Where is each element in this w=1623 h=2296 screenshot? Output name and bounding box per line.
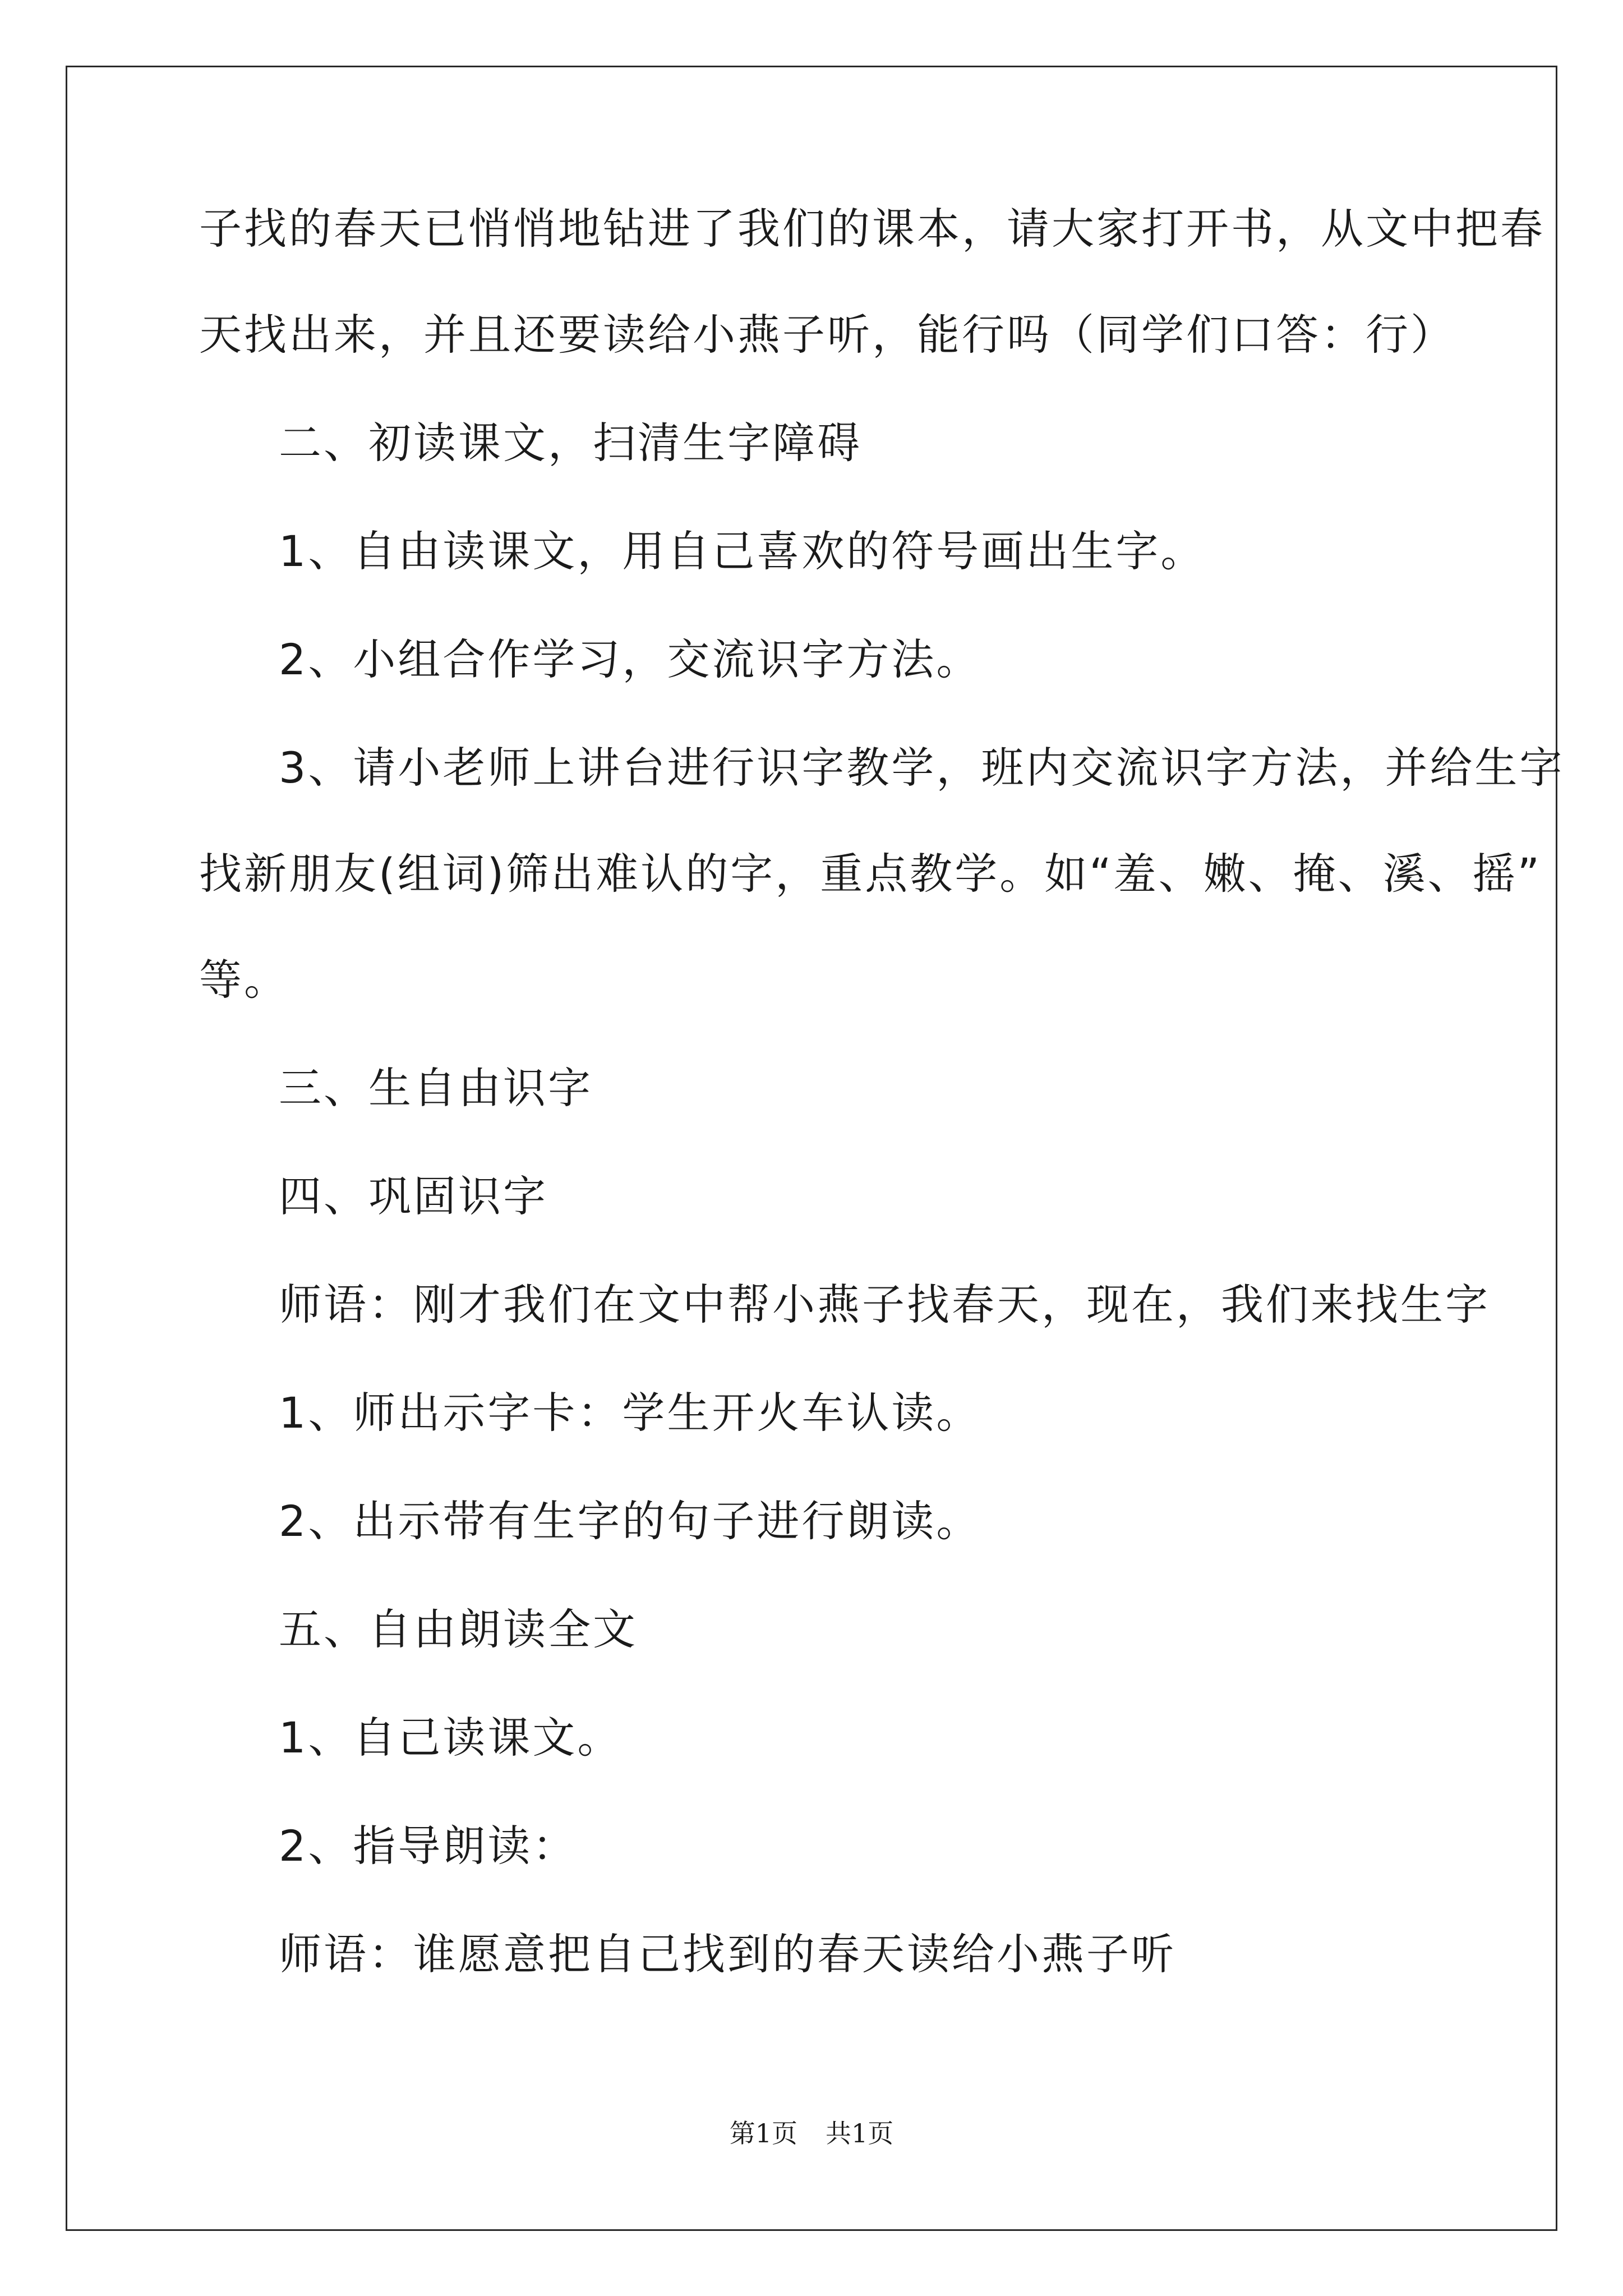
page-number-total: 共1页 <box>826 2118 894 2148</box>
list-item: 2、出示带有生字的句子进行朗读。 <box>279 1496 981 1546</box>
list-item: 1、自己读课文。 <box>279 1713 623 1763</box>
list-item: 3、请小老师上讲台进行识字教学，班内交流识字方法，并给生字 <box>279 743 1565 793</box>
text-line: 天找出来，并且还要读给小燕子听，能行吗（同学们口答：行） <box>199 310 1455 360</box>
text-line: 找新朋友(组词)筛出难认的字，重点教学。如“羞、嫩、掩、溪、摇” <box>199 849 1542 899</box>
teacher-speech: 师语：刚才我们在文中帮小燕子找春天，现在，我们来找生字 <box>279 1280 1490 1329</box>
page-footer <box>0 2120 1623 2146</box>
document-body <box>199 204 1565 1979</box>
text-line: 等。 <box>199 955 289 1005</box>
teacher-speech: 师语：谁愿意把自己找到的春天读给小燕子听 <box>279 1929 1176 1979</box>
list-item: 2、小组合作学习，交流识字方法。 <box>279 634 981 684</box>
section-heading: 四、巩固识字 <box>279 1171 548 1221</box>
section-heading: 五、自由朗读全文 <box>279 1604 638 1654</box>
list-item: 1、师出示字卡：学生开火车认读。 <box>279 1388 981 1438</box>
list-item: 2、指导朗读： <box>279 1821 578 1871</box>
text-line: 子找的春天已悄悄地钻进了我们的课本，请大家打开书，从文中把春 <box>199 204 1545 254</box>
page-number-current: 第1页 <box>729 2118 797 2148</box>
section-heading: 三、生自由识字 <box>279 1063 593 1113</box>
section-heading: 二、初读课文，扫清生字障碍 <box>279 418 862 468</box>
list-item: 1、自由读课文，用自己喜欢的符号画出生字。 <box>279 526 1206 576</box>
